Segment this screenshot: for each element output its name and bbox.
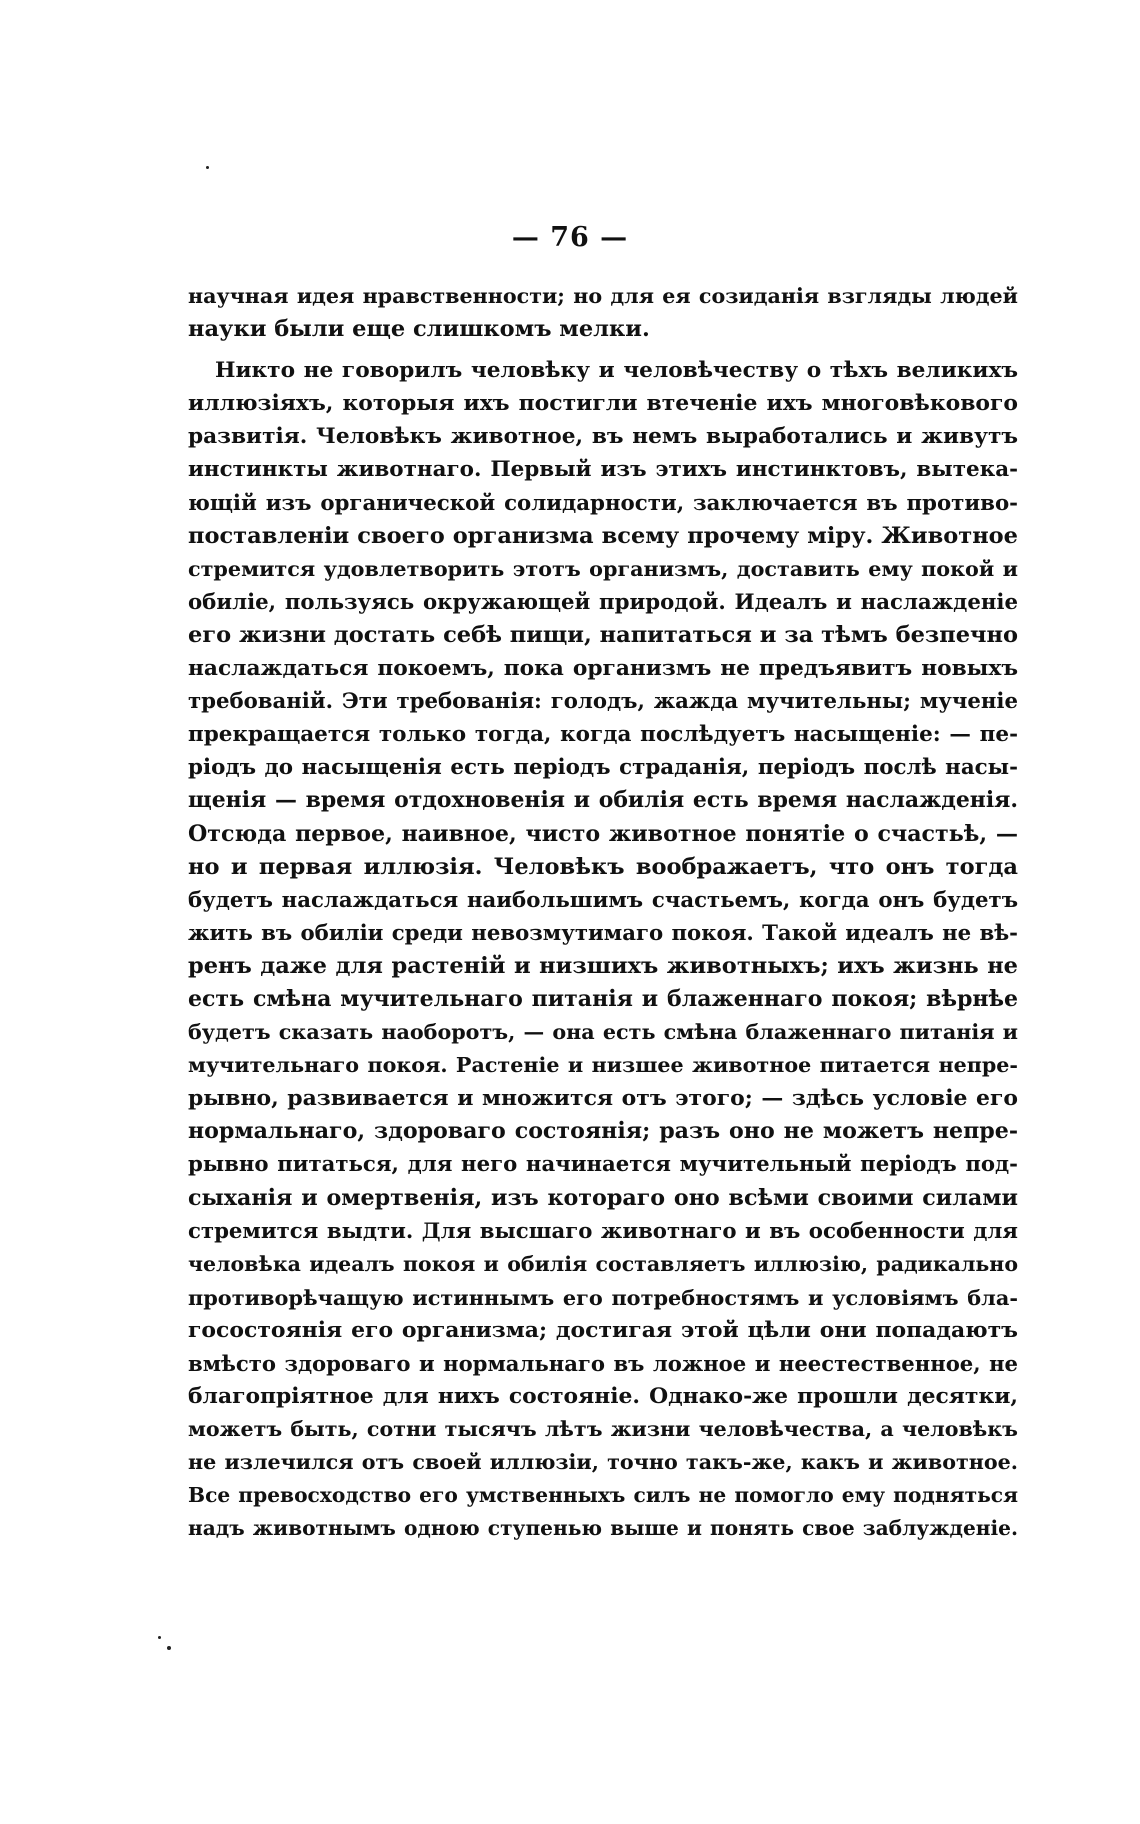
text-line: его жизни достать себѣ пищи, напитаться и за тѣмъ безпечно bbox=[188, 621, 1018, 648]
text-line: научная идея нравственности; но для ея созиданія взгляды людей bbox=[188, 284, 1018, 308]
text-line: человѣка идеалъ покоя и обилія составляетъ иллюзію, радикально bbox=[188, 1251, 1018, 1276]
paragraph bbox=[188, 280, 1018, 346]
text-line: ренъ даже для растеній и низшихъ животныхъ; ихъ жизнь не bbox=[188, 952, 1018, 979]
text-line: надъ животнымъ одною ступенью выше и понять свое заблужденіе. bbox=[188, 1516, 1018, 1541]
text-line: Все превосходство его умственныхъ силъ не помогло ему подняться bbox=[188, 1483, 1018, 1508]
text-line: стремится выдти. Для высшаго животнаго и въ особенности для bbox=[188, 1218, 1018, 1244]
text-line: обиліе, пользуясь окружающей природой. Идеалъ и наслажденіе bbox=[188, 589, 1018, 615]
text-line: науки были еще слишкомъ мелки. bbox=[188, 316, 650, 343]
text-line: не излечился отъ своей иллюзіи, точно такъ-же, какъ и животное. bbox=[188, 1450, 1018, 1475]
scan-speck bbox=[167, 1646, 171, 1650]
text-line: поставленіи своего организма всему прочему міру. Животное bbox=[188, 522, 1018, 549]
text-line: будетъ наслаждаться наибольшимъ счастьемъ, когда онъ будетъ bbox=[188, 887, 1018, 913]
text-line: развитія. Человѣкъ животное, въ немъ выработались и живутъ bbox=[188, 424, 1018, 450]
text-line: инстинкты животнаго. Первый изъ этихъ инстинктовъ, вытека- bbox=[188, 457, 1018, 483]
text-line: наслаждаться покоемъ, пока организмъ не предъявитъ новыхъ bbox=[188, 656, 1018, 682]
text-line: требованій. Эти требованія: голодъ, жажда мучительны; мученіе bbox=[188, 689, 1018, 715]
text-line: нормальнаго, здороваго состоянія; разъ оно не можетъ непре- bbox=[188, 1118, 1018, 1145]
paragraph bbox=[188, 354, 1018, 1545]
text-line: рывно, развивается и множится отъ этого; — здѣсь условіе его bbox=[188, 1085, 1018, 1112]
text-line: Никто не говорилъ человѣку и человѣчеству о тѣхъ великихъ bbox=[215, 358, 1018, 384]
text-line: ющій изъ органической солидарности, заключается въ противо- bbox=[188, 490, 1018, 516]
text-line: госостоянія его организма; достигая этой цѣли они попадаютъ bbox=[188, 1316, 1018, 1343]
text-line: можетъ быть, сотни тысячъ лѣтъ жизни человѣчества, а человѣкъ bbox=[188, 1417, 1018, 1442]
body-text bbox=[188, 280, 1018, 1546]
text-line: вмѣсто здороваго и нормальнаго въ ложное и неестественное, не bbox=[188, 1351, 1018, 1376]
text-line: сыханія и омертвенія, изъ котораго оно всѣми своими силами bbox=[188, 1184, 1018, 1211]
text-line: ріодъ до насыщенія есть періодъ страданія, періодъ послѣ насы- bbox=[188, 755, 1018, 781]
text-line: Отсюда первое, наивное, чисто животное понятіе о счастьѣ, — bbox=[188, 820, 1018, 847]
scan-speck bbox=[206, 166, 209, 169]
text-line: стремится удовлетворить этотъ организмъ, доставить ему покой и bbox=[188, 556, 1018, 581]
text-line: есть смѣна мучительнаго питанія и блаженнаго покоя; вѣрнѣе bbox=[188, 985, 1018, 1012]
text-line: прекращается только тогда, когда послѣдуетъ насыщеніе: — пе- bbox=[188, 722, 1018, 748]
text-line: благопріятное для нихъ состояніе. Однако-же прошли десятки, bbox=[188, 1383, 1018, 1410]
text-line: жить въ обиліи среди невозмутимаго покоя. Такой идеалъ не вѣ- bbox=[188, 920, 1018, 946]
text-line: щенія — время отдохновенія и обилія есть время наслажденія. bbox=[188, 787, 1018, 814]
scan-speck bbox=[158, 1636, 161, 1639]
text-line: противорѣчащую истиннымъ его потребностямъ и условіямъ бла- bbox=[188, 1284, 1018, 1310]
text-line: рывно питаться, для него начинается мучительный періодъ под- bbox=[188, 1152, 1018, 1178]
text-line: но и первая иллюзія. Человѣкъ воображаетъ, что онъ тогда bbox=[188, 853, 1018, 880]
page-number: — 76 — bbox=[511, 222, 629, 253]
text-line: иллюзіяхъ, которыя ихъ постигли втеченіе ихъ многовѣкового bbox=[188, 390, 1018, 417]
text-line: будетъ сказать наоборотъ, — она есть смѣна блаженнаго питанія и bbox=[188, 1020, 1018, 1045]
text-line: мучительнаго покоя. Растеніе и низшее животное питается непре- bbox=[188, 1053, 1018, 1078]
